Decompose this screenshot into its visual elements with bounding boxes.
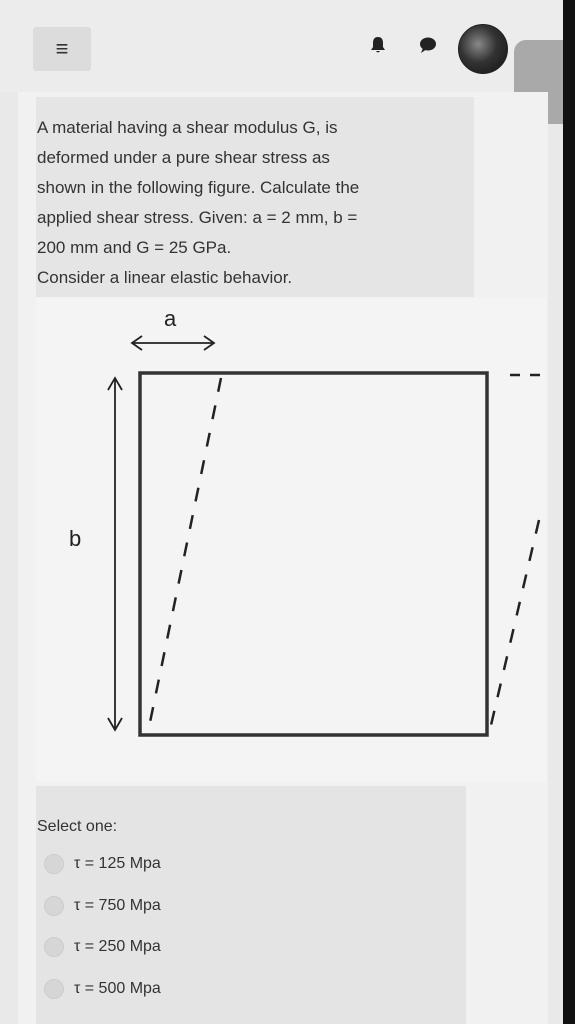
select-one-label: Select one: [37,818,118,835]
radio-button[interactable] [44,854,64,874]
deformed-right-edge [488,520,539,738]
question-line: applied shear stress. Given: a = 2 mm, b = [37,208,358,227]
b-dimension-arrow [108,378,122,730]
answer-option-text: τ = 750 Mpa [74,897,161,914]
answer-option-text: τ = 250 Mpa [74,938,161,955]
original-rectangle [140,373,487,735]
label-a: a [164,306,177,331]
question-line: A material having a shear modulus G, is [37,118,338,137]
question-line: deformed under a pure shear stress as [37,148,330,167]
answer-option-text: τ = 125 Mpa [74,855,161,872]
label-b: b [69,526,82,551]
menu-icon: ≡ [55,36,69,61]
question-line: Consider a linear elastic behavior. [37,268,293,287]
answer-option[interactable] [44,894,161,918]
answer-option[interactable] [44,977,161,1001]
a-dimension-arrow [132,336,214,350]
answer-option[interactable] [44,852,161,876]
question-line: 200 mm and G = 25 GPa. [37,238,232,257]
answer-option[interactable] [44,935,161,959]
deformed-left-edge [148,378,221,732]
answer-option-text: τ = 500 Mpa [74,980,161,997]
question-line: shown in the following figure. Calculate the [37,178,360,197]
radio-button[interactable] [44,896,64,916]
radio-button[interactable] [44,937,64,957]
radio-button[interactable] [44,979,64,999]
screen-edge [563,0,575,1024]
